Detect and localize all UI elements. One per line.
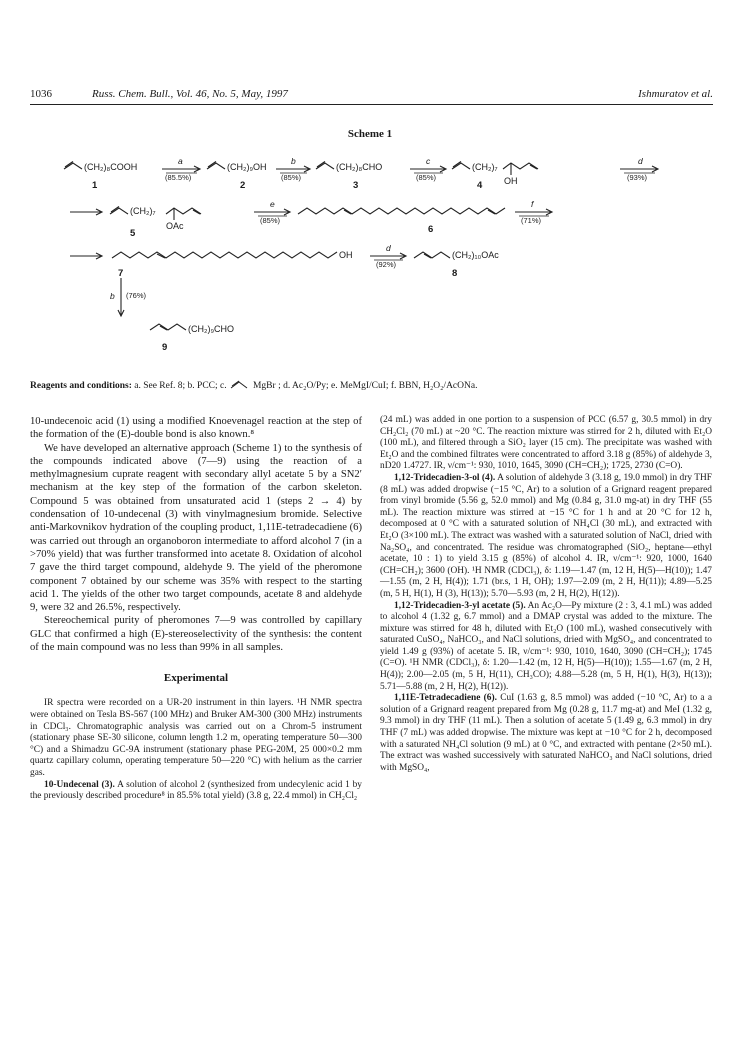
left-paragraph-1: 10-undecenoic acid (1) using a modified Knoevenagel reaction at the step of the formation of the (E)-double bond is also known.⁸ bbox=[30, 416, 362, 441]
step-b2-yield: (76%) bbox=[126, 291, 147, 300]
compound-9-label: (CH₂)₉CHO bbox=[188, 324, 235, 334]
step-f-label: f bbox=[531, 199, 534, 209]
step-b-label: b bbox=[291, 156, 296, 166]
authors: Ishmuratov et al. bbox=[638, 88, 713, 100]
left-paragraph-5: 10-Undecenal (3). A solution of alcohol 2 (synthesized from undecylenic acid 1 by the previously described procedure⁸ in 85.5% total yield) (3.8 g, 22.4 mmol) in CH₂Cl₂ bbox=[30, 779, 362, 802]
compound-7-hydroxyl: OH bbox=[339, 250, 353, 260]
compound-1-number: 1 bbox=[92, 180, 98, 191]
compound-3-heading: 10-Undecenal (3). bbox=[44, 779, 115, 790]
step-d2-yield: (92%) bbox=[376, 260, 397, 269]
compound-8-label: (CH₂)₁₀OAc bbox=[452, 250, 499, 260]
compound-4-heading: 1,12-Tridecadien-3-ol (4). bbox=[394, 472, 496, 483]
compound-2-number: 2 bbox=[240, 180, 246, 191]
journal-citation: Russ. Chem. Bull., Vol. 46, No. 5, May, 1997 bbox=[92, 88, 288, 100]
compound-2-label: (CH₂)₉OH bbox=[227, 162, 267, 172]
left-paragraph-3: Stereochemical purity of pheromones 7—9 was controlled by capillary GLC that confirmed a high (E)-stereoselectivity of the synthesis: the content of the main compound was no less than 99% in all samples. bbox=[30, 615, 362, 654]
compound-7-number: 7 bbox=[118, 268, 124, 279]
step-d-label: d bbox=[638, 156, 643, 166]
scheme-title: Scheme 1 bbox=[347, 128, 393, 140]
vinyl-icon bbox=[229, 379, 253, 389]
right-column bbox=[380, 415, 712, 774]
right-paragraph-4: 1,11E-Tetradecadiene (6). CuI (1.63 g, 8.5 mmol) was added (−10 °C, Ar) to a a solution of a Grignard reagent prepared from Mg (0.28 g, 11.7 mg-at) and MeI (1.32 g, 9.3 mmol) in dry THF (11 mL). Then a solution of acetate 5 (1.49 g, 6.3 mmol) in dry THF (7 mL) was added dropwise. The mixture was kept at −10 °C for 2 h, decomposed with a saturated NH₄Cl solution (9 mL) at 0 °C, and extracted with pentane (2×50 mL). The extract was washed successively with saturated NaHCO₃ and NaCl solutions, dried with MgSO₄, bbox=[380, 693, 713, 773]
reagents-part-2: ; d. Ac₂O/Py; e. MeMgI/CuI; f. BBN, H₂O₂/AcONa. bbox=[278, 381, 478, 391]
compound-4-number: 4 bbox=[477, 180, 483, 191]
compound-8-number: 8 bbox=[452, 268, 458, 279]
step-e-label: e bbox=[270, 199, 275, 209]
right-paragraph-1: (24 mL) was added in one portion to a suspension of PCC (6.57 g, 30.5 mmol) in dry CH₂Cl₂ (70 mL) at ~20 °C. The reaction mixture was stirred for 2 h, diluted with Et₂O (100 mL), and filtered through a SiO₂ layer (15 cm). The precipitate was washed with Et₂O and the combined filtrates were concentrated to afford 3.18 g (85%) of aldehyde 3, nD20 1.4727. IR, ν/cm⁻¹: 930, 1010, 1645, 3090 (CH=CH₂); 1725, 2730 (C=O). bbox=[380, 415, 712, 472]
right-paragraph-3: 1,12-Tridecadien-3-yl acetate (5). An Ac₂O—Py mixture (2 : 3, 4.1 mL) was added to alcohol 4 (1.32 g, 6.7 mmol) and a DMAP crystal was added to the mixture. The mixture was stirred for 48 h, diluted with Et₂O (100 mL), washed consecutively with saturated CuSO₄, NaHCO₃, and NaCl solutions, dried with MgSO₄, and concentrated to yield 1.49 g (93%) of acetate 5. IR, ν/cm⁻¹: 930, 1010, 1640, 3090 (CH=CH₂); 1745 (C=O). ¹H NMR (CDCl₃), δ: 1.20—1.42 (m, 12 H, H(5)—H(10)); 1.55—1.67 (m, 2 H, H(4)); 2.00—2.05 (m, 5 H, H(11), CH₃CO); 4.88—5.28 (m, 5 H, H(1), H(3), H(13)); 5.71—5.88 (m, 2 H, H(2), H(12)). bbox=[380, 600, 712, 692]
right-paragraph-2: 1,12-Tridecadien-3-ol (4). A solution of aldehyde 3 (3.18 g, 19.0 mmol) in dry THF (8 mL) was added dropwise (−15 °C, Ar) to a solution of a Grignard reagent prepared from vinyl bromide (5.56 g, 52.0 mmol) and Mg (0.84 g, 31.0 mg-at) in dry THF (55 mL). The reaction mixture was stirred at −15 °C for 1 h and at 20 °C for 12 h, decomposed at 0 °C with a saturated solution of NH₄Cl (30 mL), and extracted with Et₂O (3×100 mL). The extract was washed with a saturated solution of NaCl, dried with Na₂SO₄, and concentrated. The residue was chromatographed (SiO₂, heptane—ethyl acetate, 10 : 1) to yield 3.15 g (85%) of alcohol 4. IR, ν/cm⁻¹: 920, 1000, 1640 (CH=CH₂); 3600 (OH). ¹H NMR (CDCl₃), δ: 1.19—1.47 (m, 12 H, H(5)—H(10)); 1.47—1.55 (m, 2 H, H(4)); 1.71 (br.s, 1 H, OH); 1.97—2.09 (m, 2 H, H(11)); 4.89—5.25 (m, 5 H, H(1), H (3), H(13)); 5.70—5.93 (m, 2 H, H(2), H(12)). bbox=[380, 472, 712, 599]
reagents-mgbr: MgBr bbox=[252, 381, 276, 391]
left-paragraph-2: We have developed an alternative approach (Scheme 1) to the synthesis of the compounds indicated above (7—9) using the reaction of a methylmagnesium cuprate reagent with secondary allyl acetate 5 by a SN2′ mechanism at the key step of the formation of the carbon skeleton. Compound 5 was obtained from unsaturated acid 1 (steps 2 → 4) by condensation of 10-undecenal (3) with vinylmagnesium bromide. Selective anti-Markovnikov hydration of the coupling product, 1,11E-tetradecadiene (6) was carried out through an organoboron intermediate to afford alcohol 7 (in a >70% yield) that was further transformed into acetate 8. Oxidation of alcohol 7 gave the third target compound, aldehyde 9. The yield of the pheromone component 7 obtained by our scheme was 35% with respect to the starting acid 1. The yields of the other two target compounds, acetate 8 and aldehyde 9, were 32 and 26.5%, respectively. bbox=[30, 442, 362, 614]
step-d2-label: d bbox=[386, 243, 391, 253]
compound-5-number: 5 bbox=[130, 228, 136, 239]
compound-5-heading: 1,12-Tridecadien-3-yl acetate (5). bbox=[394, 600, 526, 611]
compound-4-hydroxyl: OH bbox=[504, 176, 518, 186]
step-c-label: c bbox=[426, 156, 431, 166]
step-b-yield: (85%) bbox=[281, 173, 302, 182]
compound-3-number: 3 bbox=[353, 180, 359, 191]
step-f-yield: (71%) bbox=[521, 216, 542, 225]
step-a-label: a bbox=[178, 156, 183, 166]
compound-5-acetoxy: OAc bbox=[166, 221, 184, 231]
vinyl-fragment-1 bbox=[64, 162, 82, 170]
reagents-heading: Reagents and conditions: bbox=[30, 381, 132, 391]
compound-3-label: (CH₂)₈CHO bbox=[336, 162, 383, 172]
compound-1-label: (CH₂)₈COOH bbox=[84, 162, 138, 172]
experimental-heading: Experimental bbox=[163, 672, 229, 685]
compound-5-label: (CH₂)₇ bbox=[130, 206, 156, 216]
step-e-yield: (85%) bbox=[260, 216, 281, 225]
step-d-yield: (93%) bbox=[627, 173, 648, 182]
step-c-yield: (85%) bbox=[416, 173, 437, 182]
step-b2-label: b bbox=[110, 291, 115, 301]
left-column bbox=[30, 415, 362, 803]
reagents-part-1: a. See Ref. 8; b. PCC; c. bbox=[134, 381, 227, 391]
left-paragraph-4: IR spectra were recorded on a UR-20 instrument in thin layers. ¹H NMR spectra were obtained on Tesla BS-567 (100 MHz) and Bruker AM-300 (300 MHz) instruments in CDCl₃. Chromatographic analysis was carried out on a Chrom-5 instrument (stationary phase SE-30 silicone, column length 1.2 m, operating temperature 50—300 °C) and a Shimadzu GC-9A instrument (stationary phase PEG-20M, 25 000×0.2 mm quartz capillary column, operating temperature 50—220 °C) with helium as the carrier gas. bbox=[30, 698, 362, 778]
step-a-yield: (85.5%) bbox=[165, 173, 192, 182]
compound-6-heading: 1,11E-Tetradecadiene (6). bbox=[394, 693, 497, 704]
page-number: 1036 bbox=[30, 88, 52, 100]
reagents-and-conditions bbox=[30, 379, 720, 391]
reaction-scheme bbox=[40, 128, 700, 373]
compound-9-number: 9 bbox=[162, 342, 168, 353]
compound-6-number: 6 bbox=[428, 224, 434, 235]
header-rule bbox=[30, 104, 713, 105]
compound-4-label: (CH₂)₇ bbox=[472, 162, 498, 172]
